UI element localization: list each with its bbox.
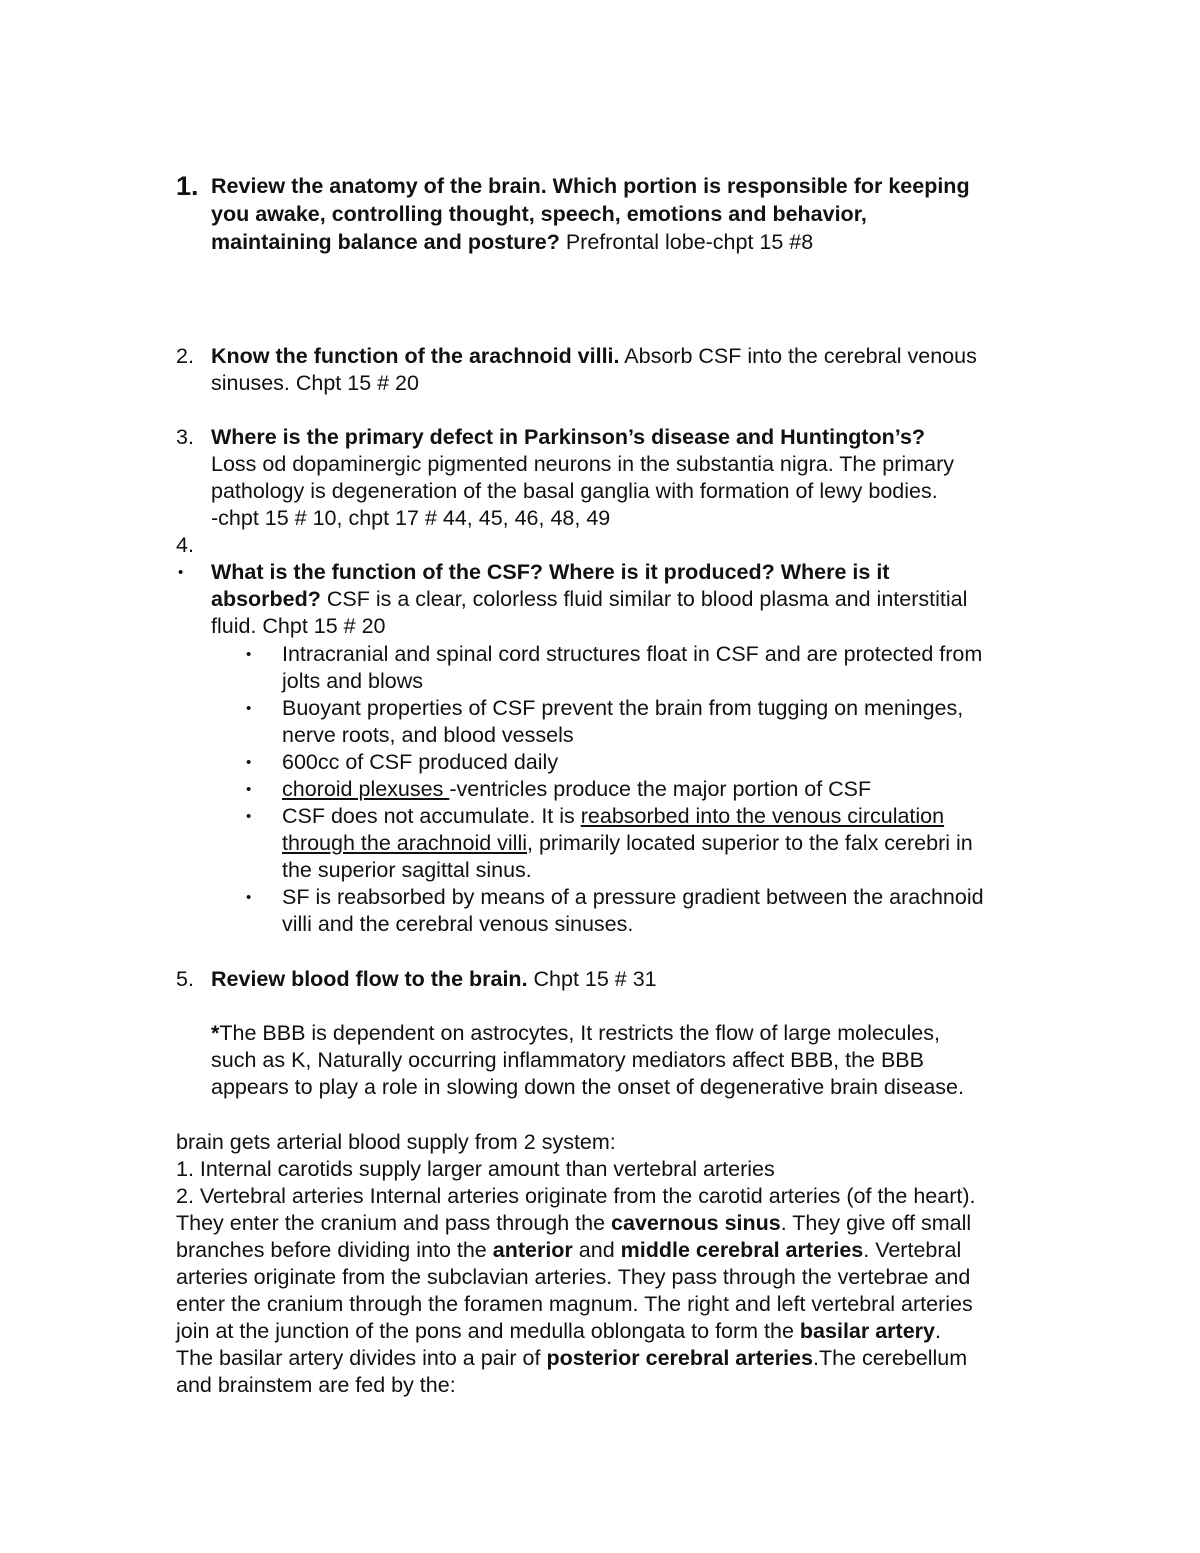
sub-item-1-line-1: Intracranial and spinal cord structures float in CSF and are protected from	[282, 642, 983, 666]
q4-bullet: •	[178, 564, 184, 581]
sub-item-5-line-2: through the arachnoid villi, primarily located superior to the falx cerebri in	[282, 831, 973, 855]
sub-bullet-1: •	[246, 646, 252, 663]
sub-item-2-line-1: Buoyant properties of CSF prevent the brain from tugging on meninges,	[282, 696, 964, 720]
q5-number: 5.	[176, 967, 194, 991]
q3-answer-line-3: -chpt 15 # 10, chpt 17 # 44, 45, 46, 48, 49	[211, 506, 611, 530]
q1-question-line-2: you awake, controlling thought, speech, emotions and behavior,	[211, 202, 867, 226]
sub-bullet-4: •	[246, 781, 252, 798]
supply-line-5: arteries originate from the subclavian arteries. They pass through the vertebrae and	[176, 1265, 971, 1289]
sub-item-5-line-1: CSF does not accumulate. It is reabsorbed into the venous circulation	[282, 804, 945, 828]
q4-answer-line-2: fluid. Chpt 15 # 20	[211, 614, 386, 638]
bbb-line-2: such as K, Naturally occurring inflammatory mediators affect BBB, the BBB	[211, 1048, 924, 1072]
sub-item-1-line-2: jolts and blows	[282, 669, 424, 693]
sub-item-6-line-2: villi and the cerebral venous sinuses.	[282, 912, 634, 936]
supply-line-7: join at the junction of the pons and medulla oblongata to form the basilar artery.	[176, 1319, 941, 1343]
q4-question-line-2: absorbed? CSF is a clear, colorless fluid similar to blood plasma and interstitial	[211, 587, 968, 611]
sub-item-2-line-2: nerve roots, and blood vessels	[282, 723, 574, 747]
sub-item-5-line-3: the superior sagittal sinus.	[282, 858, 532, 882]
supply-line-4: branches before dividing into the anterior and middle cerebral arteries. Vertebral	[176, 1238, 962, 1262]
q2-line-1: Know the function of the arachnoid villi. Absorb CSF into the cerebral venous	[211, 344, 977, 368]
sub-item-4: choroid plexuses -ventricles produce the major portion of CSF	[282, 777, 872, 801]
bbb-line-3: appears to play a role in slowing down the onset of degenerative brain disease.	[211, 1075, 964, 1099]
supply-line-3: They enter the cranium and pass through the cavernous sinus. They give off small	[176, 1211, 972, 1235]
supply-line-8: The basilar artery divides into a pair of posterior cerebral arteries.The cerebellum	[176, 1346, 968, 1370]
q2-answer: Absorb CSF into the cerebral venous	[619, 344, 977, 368]
q4-number: 4.	[176, 533, 194, 557]
sub-bullet-6: •	[246, 889, 252, 906]
bbb-line-1: *The BBB is dependent on astrocytes, It restricts the flow of large molecules,	[211, 1021, 940, 1045]
q5-answer: Chpt 15 # 31	[527, 967, 657, 991]
supply-item-1: 1. Internal carotids supply larger amount than vertebral arteries	[176, 1157, 775, 1181]
q1-answer: Prefrontal lobe-chpt 15 #8	[559, 230, 814, 254]
sub-bullet-3: •	[246, 754, 252, 771]
supply-item-2: 2. Vertebral arteries Internal arteries originate from the carotid arteries (of the heart).	[176, 1184, 976, 1208]
q2-number: 2.	[176, 344, 194, 368]
q1-question-line-3: maintaining balance and posture? Prefrontal lobe-chpt 15 #8	[211, 230, 814, 254]
sub-bullet-2: •	[246, 700, 252, 717]
sub-item-3: 600cc of CSF produced daily	[282, 750, 559, 774]
sub-bullet-5: •	[246, 808, 252, 825]
q3-question: Where is the primary defect in Parkinson’s disease and Huntington’s?	[211, 425, 926, 449]
q1-question-line-1: Review the anatomy of the brain. Which portion is responsible for keeping	[211, 174, 970, 198]
q4-question-line-1: What is the function of the CSF? Where is it produced? Where is it	[211, 560, 890, 584]
q3-number: 3.	[176, 425, 194, 449]
sub-item-6-line-1: SF is reabsorbed by means of a pressure gradient between the arachnoid	[282, 885, 984, 909]
supply-line-6: enter the cranium through the foramen magnum. The right and left vertebral arteries	[176, 1292, 973, 1316]
q4-answer: CSF is a clear, colorless fluid similar to blood plasma and interstitial	[320, 587, 968, 611]
supply-line-9: and brainstem are fed by the:	[176, 1373, 456, 1397]
q3-answer-line-1: Loss od dopaminergic pigmented neurons in the substantia nigra. The primary	[211, 452, 954, 476]
q1-number: 1.	[176, 171, 199, 201]
q5-question: Review blood flow to the brain. Chpt 15 # 31	[211, 967, 657, 991]
q2-line-2: sinuses. Chpt 15 # 20	[211, 371, 419, 395]
supply-intro: brain gets arterial blood supply from 2 system:	[176, 1130, 616, 1154]
q3-answer-line-2: pathology is degeneration of the basal ganglia with formation of lewy bodies.	[211, 479, 938, 503]
